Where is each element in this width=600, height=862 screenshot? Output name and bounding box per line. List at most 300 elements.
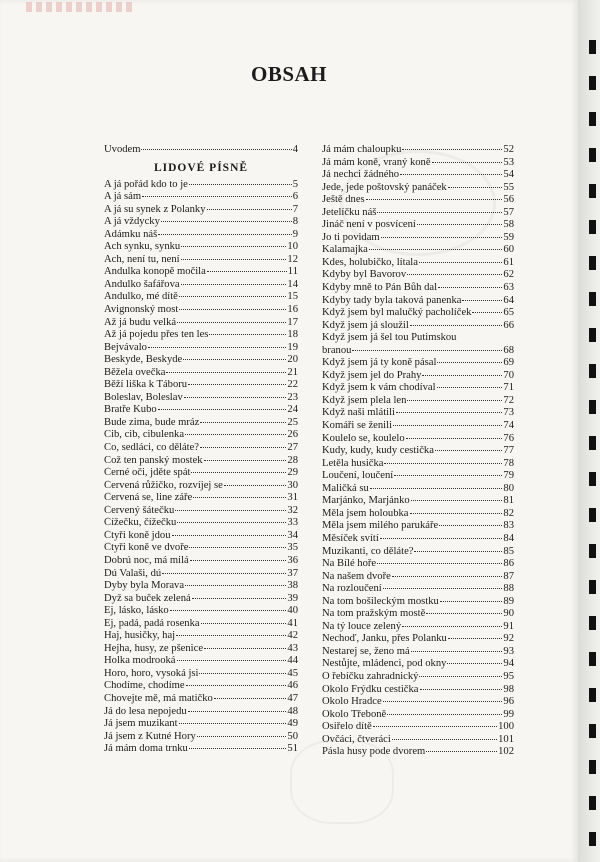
toc-leader-dots: [414, 551, 502, 552]
toc-entry-title: Adámku náš: [104, 228, 158, 240]
toc-entry-title: Komáři se ženili: [322, 420, 393, 432]
toc-leader-dots: [224, 485, 287, 486]
toc-entry: [322, 508, 514, 521]
toc-leader-dots: [447, 663, 502, 664]
toc-entry: [104, 680, 298, 693]
toc-entry-page: 9: [292, 228, 298, 240]
toc-entry-title: Na Bílé hoře: [322, 558, 377, 570]
toc-leader-dots: [199, 673, 286, 674]
toc-entry-page: 85: [503, 545, 514, 557]
toc-entry: [322, 232, 514, 245]
binding-ring: [589, 256, 596, 270]
toc-entry-page: 69: [503, 357, 514, 369]
toc-leader-dots: [172, 535, 287, 536]
toc-leader-dots: [189, 748, 287, 749]
toc-entry: [322, 382, 514, 395]
toc-entry-title: Beskyde, Beskyde: [104, 354, 183, 366]
toc-entry-page: 31: [287, 492, 298, 504]
toc-entry: [104, 643, 298, 656]
toc-entry-title: Když jsem k vám chodíval: [322, 382, 436, 394]
toc-entry: [104, 279, 298, 292]
toc-entry-title: Nestarej se, ženo má: [322, 645, 410, 657]
toc-entry-page: 100: [498, 721, 514, 733]
page-title: OBSAH: [250, 62, 328, 86]
toc-entry: [322, 621, 514, 634]
toc-entry-page: 92: [503, 633, 514, 645]
toc-entry-page: 43: [287, 642, 298, 654]
toc-leader-dots: [410, 325, 503, 326]
toc-entry-title: Ej, lásko, lásko: [104, 605, 169, 617]
toc-entry: [104, 618, 298, 631]
toc-leader-dots: [437, 362, 502, 363]
toc-leader-dots: [422, 375, 502, 376]
toc-leader-dots: [190, 560, 287, 561]
toc-entry: [322, 445, 514, 458]
toc-entry-title: Já do lesa nepojedu: [104, 705, 187, 717]
toc-entry-title: Když jsem já sloužil: [322, 319, 409, 331]
toc-leader-dots: [400, 174, 502, 175]
toc-entry-title: Pásla husy pode dvorem: [322, 746, 426, 758]
toc-entry: [104, 530, 298, 543]
toc-entry: [104, 417, 298, 430]
toc-leader-dots: [394, 475, 502, 476]
toc-leader-dots: [420, 689, 503, 690]
toc-entry-title: Okolo Hradce: [322, 696, 382, 708]
toc-entry: [104, 580, 298, 593]
toc-entry: [322, 721, 514, 734]
toc-leader-dots: [366, 199, 503, 200]
toc-entry: [322, 257, 514, 270]
toc-entry-page: 51: [287, 743, 298, 755]
toc-leader-dots: [352, 350, 502, 351]
toc-entry-title: Na rozloučení: [322, 583, 382, 595]
toc-entry-page: 72: [503, 394, 514, 406]
toc-entry: [104, 743, 298, 756]
toc-entry-page: 84: [503, 532, 514, 544]
toc-entry-page: 60: [503, 244, 514, 256]
toc-entry-page: 15: [287, 291, 298, 303]
toc-entry-page: 55: [503, 181, 514, 193]
toc-leader-dots: [440, 601, 503, 602]
toc-entry: [322, 320, 514, 333]
toc-leader-dots: [207, 209, 292, 210]
toc-entry: [104, 241, 298, 254]
toc-entry-title: Až já pojedu přes ten les: [104, 329, 209, 341]
toc-entry-page: 25: [287, 416, 298, 428]
toc-entry-title: Horo, horo, vysoká jsi: [104, 667, 199, 679]
toc-entry: [322, 558, 514, 571]
binding-ring: [589, 472, 596, 486]
toc-leader-dots: [437, 387, 503, 388]
toc-entry-page: 87: [503, 570, 514, 582]
toc-leader-dots: [197, 736, 287, 737]
toc-leader-dots: [177, 522, 286, 523]
toc-entry: [104, 354, 298, 367]
toc-entry-page: 54: [503, 169, 514, 181]
toc-entry-title: Chodíme, chodíme: [104, 680, 185, 692]
binding-ring: [589, 616, 596, 630]
toc-entry: [104, 718, 298, 731]
toc-entry-title: Hejha, husy, ze pšenice: [104, 642, 204, 654]
binding-ring: [589, 184, 596, 198]
binding-ring: [589, 400, 596, 414]
toc-entry: [322, 407, 514, 420]
toc-entry-title: Já mám koně, vraný koně: [322, 156, 431, 168]
binding-ring: [589, 76, 596, 90]
toc-leader-dots: [417, 224, 503, 225]
toc-entry: [322, 684, 514, 697]
toc-entry-title: Jo ti povidam: [322, 231, 380, 243]
toc-entry-page: 22: [287, 379, 298, 391]
toc-leader-dots: [200, 422, 286, 423]
toc-entry-title: Když jsem plela len: [322, 394, 407, 406]
toc-entry: [322, 458, 514, 471]
toc-entry: [104, 693, 298, 706]
toc-entry-title: Nestůjte, mládenci, pod okny: [322, 658, 447, 670]
toc-entry: [104, 367, 298, 380]
toc-entry: [104, 204, 298, 217]
toc-entry-page: 38: [287, 580, 298, 592]
toc-leader-dots: [411, 500, 503, 501]
toc-leader-dots: [179, 723, 287, 724]
toc-entry-page: 40: [287, 605, 298, 617]
toc-entry: [104, 455, 298, 468]
toc-entry-title: Ach synku, synku: [104, 241, 181, 253]
toc-entry: [322, 370, 514, 383]
toc-entry-page: 101: [498, 733, 514, 745]
binding-ring: [589, 544, 596, 558]
toc-entry: [104, 442, 298, 455]
toc-entry-title: Když jsem já šel tou Putimskou: [322, 332, 457, 344]
toc-leader-dots: [439, 525, 502, 526]
toc-entry-page: 96: [503, 696, 514, 708]
toc-leader-dots: [438, 287, 502, 288]
toc-entry: [322, 596, 514, 609]
toc-entry-title: Dyby byla Morava: [104, 580, 185, 592]
toc-entry: [322, 194, 514, 207]
toc-entry-title: Měsíček svítí: [322, 532, 379, 544]
toc-entry-title: Letěla husička: [322, 457, 384, 469]
toc-entry-page: 23: [287, 391, 298, 403]
toc-entry-page: 21: [287, 366, 298, 378]
toc-entry-page: 14: [287, 278, 298, 290]
binding-ring: [589, 220, 596, 234]
toc-entry: [104, 191, 298, 204]
toc-entry: [104, 517, 298, 530]
toc-entry: [104, 379, 298, 392]
toc-entry-page: 44: [287, 655, 298, 667]
toc-entry-page: 53: [503, 156, 514, 168]
toc-entry-title: Cib, cib, cibulenka: [104, 429, 185, 441]
toc-entry-page: 12: [287, 253, 298, 265]
toc-entry-page: 94: [503, 658, 514, 670]
toc-leader-dots: [181, 259, 287, 260]
toc-entry: [104, 342, 298, 355]
toc-leader-dots: [181, 246, 286, 247]
toc-entry-page: 20: [287, 354, 298, 366]
toc-leader-dots: [170, 610, 287, 611]
toc-leader-dots: [380, 538, 503, 539]
toc-entry-title: Ještě dnes: [322, 194, 365, 206]
toc-entry-title: Okolo Frýdku cestička: [322, 683, 419, 695]
toc-list-right: [322, 144, 514, 759]
toc-entry-title: Marjánko, Marjánko: [322, 495, 410, 507]
toc-leader-dots: [158, 409, 287, 410]
toc-entry: [322, 295, 514, 308]
toc-entry-title: Okolo Třeboně: [322, 708, 387, 720]
toc-leader-dots: [204, 460, 287, 461]
toc-entry: [104, 668, 298, 681]
toc-entry-title: Dobrú noc, má milá: [104, 554, 189, 566]
toc-entry-title: Čížečku, čížečku: [104, 517, 177, 529]
toc-entry: [104, 655, 298, 668]
toc-entry-title: Na tom bošileckým mostku: [322, 595, 439, 607]
toc-entry: [104, 291, 298, 304]
toc-entry-title: Na tom pražským mostě: [322, 608, 426, 620]
toc-entry-page: 95: [503, 670, 514, 682]
toc-leader-dots: [185, 434, 286, 435]
toc-entry-title: Loučení, loučení: [322, 470, 394, 482]
toc-entry-title: Kdyby mně to Pán Bůh dal: [322, 282, 438, 294]
toc-entry: [104, 304, 298, 317]
binding-ring: [589, 148, 596, 162]
binding-ring: [589, 796, 596, 810]
toc-entry: [322, 157, 514, 170]
toc-entry: [104, 542, 298, 555]
toc-entry-page: 16: [287, 304, 298, 316]
toc-entry: [104, 317, 298, 330]
toc-leader-dots: [392, 739, 497, 740]
toc-entry-page: 32: [287, 504, 298, 516]
toc-entry-title: branou: [322, 344, 352, 356]
toc-entry-page: 79: [503, 470, 514, 482]
toc-leader-dots: [377, 563, 502, 564]
toc-leader-dots: [373, 726, 497, 727]
toc-entry-page: 59: [503, 231, 514, 243]
toc-entry-title: Když jsem já ty koně pásal: [322, 357, 437, 369]
toc-leader-dots: [189, 547, 286, 548]
toc-entry-title: A já pořád kdo to je: [104, 178, 188, 190]
binding-ring: [589, 652, 596, 666]
toc-entry-page: 66: [503, 319, 514, 331]
toc-entry: [322, 219, 514, 232]
toc-entry-page: 56: [503, 194, 514, 206]
toc-entry: [104, 555, 298, 568]
toc-entry-page: 64: [503, 294, 514, 306]
toc-leader-dots: [181, 284, 287, 285]
toc-entry-title: Chovejte mě, má matičko: [104, 692, 213, 704]
toc-entry-title: Maličká su: [322, 482, 369, 494]
toc-leader-dots: [384, 463, 502, 464]
toc-leader-dots: [158, 234, 291, 235]
toc-entry-page: 6: [292, 191, 298, 203]
toc-entry-page: 91: [503, 620, 514, 632]
toc-entry-title: Kalamajka: [322, 244, 368, 256]
toc-leader-dots: [179, 309, 286, 310]
binding-ring: [589, 832, 596, 846]
toc-entry-page: 90: [503, 608, 514, 620]
toc-entry-title: Na tý louce zelený: [322, 620, 402, 632]
toc-entry-title: Čtyři koně ve dvoře: [104, 542, 189, 554]
toc-leader-dots: [410, 513, 503, 514]
toc-entry-page: 78: [503, 457, 514, 469]
toc-entry-page: 10: [287, 241, 298, 253]
toc-entry-title: Dyž sa buček zelená: [104, 592, 191, 604]
toc-entry: [322, 608, 514, 621]
toc-entry-title: Červená se, line záře: [104, 492, 193, 504]
toc-leader-dots: [396, 412, 502, 413]
toc-entry-page: 71: [503, 382, 514, 394]
toc-entry: [322, 746, 514, 759]
toc-leader-dots: [148, 347, 286, 348]
toc-entry-page: 29: [287, 467, 298, 479]
toc-entry: [322, 671, 514, 684]
toc-entry: [322, 571, 514, 584]
toc-entry-page: 52: [503, 144, 514, 155]
toc-entry-title: Osiřelo dítě: [322, 721, 372, 733]
toc-entry: [322, 169, 514, 182]
toc-leader-dots: [200, 447, 286, 448]
toc-entry-title: Ovčáci, čtveráci: [322, 733, 391, 745]
toc-leader-dots: [189, 184, 292, 185]
toc-leader-dots: [176, 635, 286, 636]
toc-entry: [322, 709, 514, 722]
binding-ring: [589, 724, 596, 738]
toc-leader-dots: [177, 322, 286, 323]
toc-entry-title: Ach, není tu, není: [104, 253, 180, 265]
toc-entry-page: 76: [503, 432, 514, 444]
toc-leader-dots: [402, 149, 502, 150]
toc-entry-page: 11: [287, 266, 298, 278]
toc-entry: [104, 505, 298, 518]
toc-leader-dots: [411, 651, 503, 652]
toc-leader-dots: [369, 249, 503, 250]
toc-entry-page: 89: [503, 595, 514, 607]
toc-entry-title: Andulka konopě močila: [104, 266, 206, 278]
toc-entry-intro: Úvodem 4: [104, 144, 298, 155]
toc-entry-page: 102: [498, 746, 514, 758]
toc-leader-dots: [472, 312, 502, 313]
toc-entry-title: Koulelo se, koulelo: [322, 432, 405, 444]
toc-entry-page: 61: [503, 256, 514, 268]
toc-entry-page: 48: [287, 705, 298, 717]
toc-leader-dots: [175, 510, 286, 511]
toc-entry-title: Až já budu velká: [104, 316, 177, 328]
toc-leader-dots: [142, 196, 292, 197]
toc-entry-title: Já jsem muzikant: [104, 718, 178, 730]
toc-entry-title: Jináč není v posvícení: [322, 219, 416, 231]
toc-entry-page: 18: [287, 329, 298, 341]
toc-entry: [322, 357, 514, 370]
toc-entry-page: 74: [503, 420, 514, 432]
toc-entry: [104, 605, 298, 618]
binding-ring: [589, 40, 596, 54]
toc-entry-page: 45: [287, 667, 298, 679]
toc-leader-dots: [419, 262, 502, 263]
toc-entry-title: Běžela ovečka: [104, 366, 166, 378]
toc-entry-title: Jetelíčku náš: [322, 206, 377, 218]
toc-entry: [104, 266, 298, 279]
binding-ring: [589, 688, 596, 702]
toc-entry: [104, 480, 298, 493]
toc-entry: [104, 467, 298, 480]
toc-entry-page: 34: [287, 529, 298, 541]
toc-leader-dots: [193, 497, 286, 498]
toc-entry-page: 33: [287, 517, 298, 529]
toc-entry-page: 99: [503, 708, 514, 720]
toc-entry: [322, 483, 514, 496]
toc-entry-title: Já mám chaloupku: [322, 144, 402, 155]
toc-entry-page: 30: [287, 479, 298, 491]
toc-leader-dots: [383, 701, 503, 702]
toc-entry-page: 70: [503, 369, 514, 381]
toc-entry-title: Ej, padá, padá rosenka: [104, 617, 200, 629]
toc-entry-title: Co, sedláci, co děláte?: [104, 442, 200, 454]
toc-entry: [322, 433, 514, 446]
toc-entry: [322, 470, 514, 483]
toc-entry-title: Běží liška k Táboru: [104, 379, 188, 391]
toc-entry-page: 50: [287, 730, 298, 742]
toc-entry-title: Na našem dvoře: [322, 570, 391, 582]
toc-entry-page: 98: [503, 683, 514, 695]
toc-entry-page: 49: [287, 718, 298, 730]
toc-entry-page: 88: [503, 583, 514, 595]
toc-entry-page: 82: [503, 507, 514, 519]
toc-entry-title: Což ten panský mostek: [104, 454, 203, 466]
toc-entry-title: Měla jsem holoubka: [322, 507, 409, 519]
toc-leader-dots: [188, 384, 286, 385]
toc-entry: [322, 734, 514, 747]
toc-leader-dots: [387, 714, 502, 715]
toc-leader-dots: [207, 271, 287, 272]
section-heading: LIDOVÉ PÍSNĚ: [153, 161, 249, 174]
toc-entry: [104, 731, 298, 744]
toc-leader-dots: [184, 397, 287, 398]
toc-entry-title: Já jsem z Kutné Hory: [104, 730, 196, 742]
toc-leader-dots: [166, 372, 286, 373]
toc-entry-page: 42: [287, 630, 298, 642]
toc-entry-title: Muzikanti, co děláte?: [322, 545, 414, 557]
toc-entry-title: Avignonský most: [104, 304, 179, 316]
toc-entry-title: Andulko šafářova: [104, 278, 180, 290]
binding-ring: [589, 112, 596, 126]
spiral-binding: [578, 0, 600, 862]
binding-ring: [589, 580, 596, 594]
binding-ring: [589, 328, 596, 342]
toc-leader-dots: [183, 359, 286, 360]
toc-leader-dots: [426, 751, 497, 752]
toc-entry: [104, 329, 298, 342]
toc-entry-title: Čtyři koně jdou: [104, 529, 171, 541]
toc-entry: [322, 332, 514, 345]
toc-entry-title: Andulko, mé dítě: [104, 291, 178, 303]
toc-entry: [322, 583, 514, 596]
toc-entry-page: 26: [287, 429, 298, 441]
toc-entry-title: Jede, jede poštovský panáček: [322, 181, 447, 193]
toc-entry-page: 36: [287, 554, 298, 566]
toc-entry: [104, 492, 298, 505]
toc-leader-dots: [406, 438, 503, 439]
binding-ring: [589, 760, 596, 774]
toc-entry-page: 7: [292, 203, 298, 215]
toc-leader-dots: [393, 425, 502, 426]
toc-leader-dots: [191, 472, 286, 473]
toc-entry-page: 46: [287, 680, 298, 692]
toc-entry-title: Bude zima, bude mráz: [104, 416, 200, 428]
toc-entry-page: 58: [503, 219, 514, 231]
toc-leader-dots: [201, 623, 287, 624]
toc-entry-page: 24: [287, 404, 298, 416]
